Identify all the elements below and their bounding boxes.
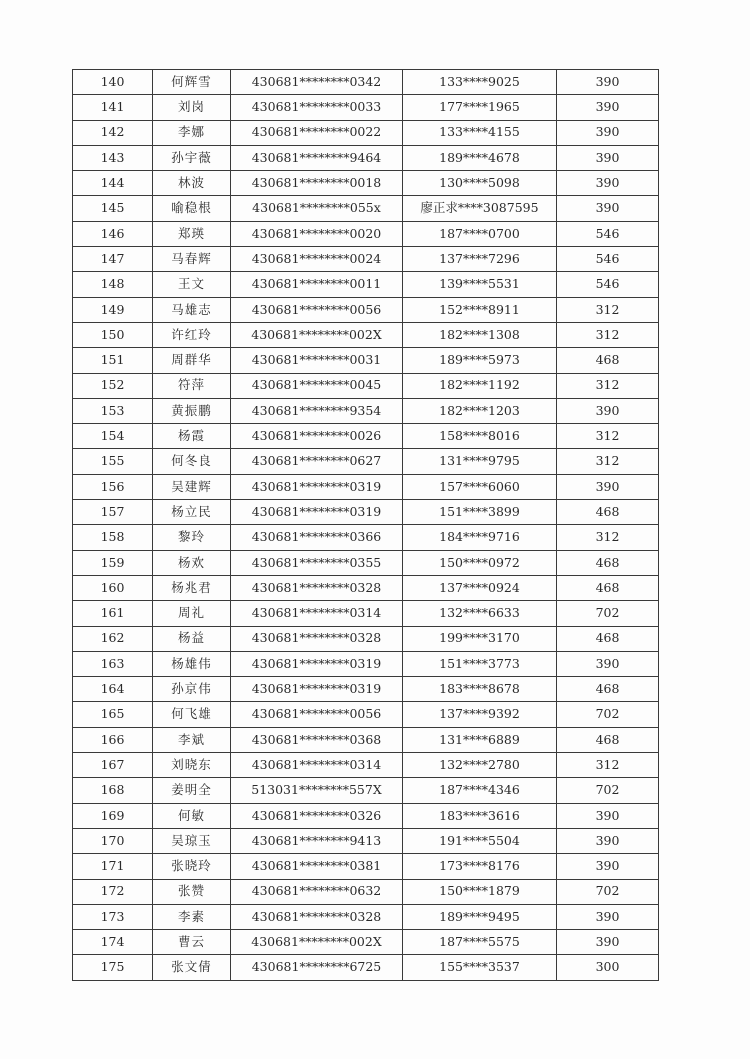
id-number-cell: 430681********0020 [231,221,403,246]
row-number-cell: 157 [73,500,153,525]
table-row [73,626,659,651]
id-number-cell: 430681********0381 [231,854,403,879]
amount-cell: 468 [557,727,659,752]
name-cell: 刘岗 [153,95,231,120]
row-number-cell: 159 [73,550,153,575]
id-number-cell: 430681********0632 [231,879,403,904]
name-cell: 马春辉 [153,247,231,272]
phone-cell: 182****1203 [403,398,557,423]
id-number-cell: 430681********0018 [231,171,403,196]
amount-cell: 312 [557,322,659,347]
table-row [73,677,659,702]
id-number-cell: 430681********9464 [231,145,403,170]
row-number-cell: 144 [73,171,153,196]
phone-cell: 183****3616 [403,803,557,828]
name-cell: 李斌 [153,727,231,752]
id-number-cell: 430681********0328 [231,575,403,600]
id-number-cell: 430681********0342 [231,70,403,95]
row-number-cell: 168 [73,778,153,803]
phone-cell: 132****2780 [403,753,557,778]
id-number-cell: 430681********0319 [231,500,403,525]
row-number-cell: 171 [73,854,153,879]
row-number-cell: 148 [73,272,153,297]
table-row [73,727,659,752]
phone-cell: 182****1308 [403,322,557,347]
amount-cell: 468 [557,677,659,702]
table-row [73,474,659,499]
name-cell: 何辉雪 [153,70,231,95]
name-cell: 喻稳根 [153,196,231,221]
table-row [73,398,659,423]
row-number-cell: 156 [73,474,153,499]
table-row [73,120,659,145]
row-number-cell: 173 [73,904,153,929]
id-number-cell: 430681********0056 [231,702,403,727]
row-number-cell: 155 [73,449,153,474]
amount-cell: 468 [557,550,659,575]
row-number-cell: 163 [73,651,153,676]
table-row [73,70,659,95]
id-number-cell: 430681********9354 [231,398,403,423]
phone-cell: 177****1965 [403,95,557,120]
name-cell: 李娜 [153,120,231,145]
phone-cell: 132****6633 [403,601,557,626]
row-number-cell: 166 [73,727,153,752]
table-row [73,601,659,626]
phone-cell: 130****5098 [403,171,557,196]
phone-cell: 187****5575 [403,930,557,955]
table-row [73,424,659,449]
row-number-cell: 160 [73,575,153,600]
id-number-cell: 430681********0368 [231,727,403,752]
amount-cell: 390 [557,803,659,828]
row-number-cell: 170 [73,828,153,853]
amount-cell: 702 [557,601,659,626]
phone-cell: 173****8176 [403,854,557,879]
table-row [73,753,659,778]
amount-cell: 312 [557,424,659,449]
table-row [73,297,659,322]
name-cell: 许红玲 [153,322,231,347]
phone-cell: 152****8911 [403,297,557,322]
table-row [73,348,659,373]
table-row [73,550,659,575]
phone-cell: 137****0924 [403,575,557,600]
table-row [73,525,659,550]
row-number-cell: 167 [73,753,153,778]
table-row [73,449,659,474]
name-cell: 何飞雄 [153,702,231,727]
amount-cell: 546 [557,247,659,272]
id-number-cell: 430681********0031 [231,348,403,373]
amount-cell: 702 [557,702,659,727]
amount-cell: 312 [557,373,659,398]
name-cell: 杨立民 [153,500,231,525]
name-cell: 杨益 [153,626,231,651]
amount-cell: 390 [557,651,659,676]
amount-cell: 390 [557,854,659,879]
row-number-cell: 174 [73,930,153,955]
table-row [73,904,659,929]
amount-cell: 390 [557,120,659,145]
phone-cell: 184****9716 [403,525,557,550]
name-cell: 何冬良 [153,449,231,474]
row-number-cell: 169 [73,803,153,828]
table-row [73,955,659,980]
id-number-cell: 430681********0024 [231,247,403,272]
row-number-cell: 175 [73,955,153,980]
name-cell: 马雄志 [153,297,231,322]
name-cell: 黎玲 [153,525,231,550]
name-cell: 林波 [153,171,231,196]
row-number-cell: 150 [73,322,153,347]
amount-cell: 390 [557,828,659,853]
phone-cell: 157****6060 [403,474,557,499]
table-row [73,854,659,879]
id-number-cell: 430681********0022 [231,120,403,145]
name-cell: 周礼 [153,601,231,626]
id-number-cell: 430681********0319 [231,677,403,702]
id-number-cell: 430681********0314 [231,753,403,778]
name-cell: 王文 [153,272,231,297]
row-number-cell: 141 [73,95,153,120]
name-cell: 黄振鹏 [153,398,231,423]
amount-cell: 312 [557,297,659,322]
amount-cell: 390 [557,70,659,95]
name-cell: 张赞 [153,879,231,904]
amount-cell: 312 [557,753,659,778]
phone-cell: 137****7296 [403,247,557,272]
name-cell: 杨霞 [153,424,231,449]
id-number-cell: 430681********002X [231,322,403,347]
id-number-cell: 430681********0045 [231,373,403,398]
name-cell: 周群华 [153,348,231,373]
id-number-cell: 430681********0355 [231,550,403,575]
row-number-cell: 172 [73,879,153,904]
amount-cell: 468 [557,500,659,525]
id-number-cell: 430681********0033 [231,95,403,120]
phone-cell: 189****4678 [403,145,557,170]
amount-cell: 390 [557,171,659,196]
phone-cell: 189****5973 [403,348,557,373]
amount-cell: 390 [557,930,659,955]
id-number-cell: 430681********0366 [231,525,403,550]
phone-cell: 158****8016 [403,424,557,449]
row-number-cell: 149 [73,297,153,322]
row-number-cell: 154 [73,424,153,449]
amount-cell: 300 [557,955,659,980]
id-number-cell: 430681********0627 [231,449,403,474]
amount-cell: 546 [557,272,659,297]
phone-cell: 151****3773 [403,651,557,676]
phone-cell: 133****9025 [403,70,557,95]
table-row [73,803,659,828]
id-number-cell: 430681********002X [231,930,403,955]
roster-table [72,69,659,981]
amount-cell: 390 [557,196,659,221]
table-row [73,500,659,525]
phone-cell: 191****5504 [403,828,557,853]
table-row [73,247,659,272]
id-number-cell: 430681********0026 [231,424,403,449]
row-number-cell: 145 [73,196,153,221]
table-row [73,879,659,904]
id-number-cell: 430681********055x [231,196,403,221]
id-number-cell: 430681********6725 [231,955,403,980]
amount-cell: 468 [557,626,659,651]
name-cell: 何敏 [153,803,231,828]
name-cell: 张文倩 [153,955,231,980]
amount-cell: 468 [557,575,659,600]
row-number-cell: 147 [73,247,153,272]
id-number-cell: 430681********0319 [231,474,403,499]
table-row [73,322,659,347]
amount-cell: 312 [557,449,659,474]
name-cell: 张晓玲 [153,854,231,879]
name-cell: 吴琼玉 [153,828,231,853]
table-row [73,272,659,297]
phone-cell: 137****9392 [403,702,557,727]
name-cell: 姜明全 [153,778,231,803]
table-row [73,221,659,246]
table-row [73,145,659,170]
table-row [73,373,659,398]
phone-cell: 131****9795 [403,449,557,474]
id-number-cell: 430681********9413 [231,828,403,853]
name-cell: 孙宇薇 [153,145,231,170]
name-cell: 郑瑛 [153,221,231,246]
table-row [73,828,659,853]
amount-cell: 702 [557,778,659,803]
table-row [73,575,659,600]
phone-cell: 182****1192 [403,373,557,398]
row-number-cell: 161 [73,601,153,626]
row-number-cell: 152 [73,373,153,398]
row-number-cell: 158 [73,525,153,550]
row-number-cell: 151 [73,348,153,373]
phone-cell: 187****0700 [403,221,557,246]
name-cell: 杨欢 [153,550,231,575]
table-row [73,651,659,676]
row-number-cell: 165 [73,702,153,727]
table-row [73,95,659,120]
name-cell: 杨兆君 [153,575,231,600]
amount-cell: 702 [557,879,659,904]
id-number-cell: 430681********0056 [231,297,403,322]
phone-cell: 131****6889 [403,727,557,752]
phone-cell: 150****0972 [403,550,557,575]
table-row [73,702,659,727]
id-number-cell: 430681********0314 [231,601,403,626]
phone-cell: 151****3899 [403,500,557,525]
table-row [73,171,659,196]
phone-cell: 183****8678 [403,677,557,702]
id-number-cell: 430681********0011 [231,272,403,297]
table-row [73,930,659,955]
phone-cell: 廖正求****3087595 [403,196,557,221]
row-number-cell: 164 [73,677,153,702]
row-number-cell: 143 [73,145,153,170]
amount-cell: 390 [557,474,659,499]
id-number-cell: 430681********0326 [231,803,403,828]
row-number-cell: 142 [73,120,153,145]
phone-cell: 139****5531 [403,272,557,297]
amount-cell: 312 [557,525,659,550]
name-cell: 杨雄伟 [153,651,231,676]
phone-cell: 187****4346 [403,778,557,803]
table-row [73,196,659,221]
amount-cell: 468 [557,348,659,373]
amount-cell: 390 [557,145,659,170]
amount-cell: 390 [557,904,659,929]
id-number-cell: 513031********557X [231,778,403,803]
phone-cell: 150****1879 [403,879,557,904]
id-number-cell: 430681********0319 [231,651,403,676]
row-number-cell: 153 [73,398,153,423]
phone-cell: 155****3537 [403,955,557,980]
name-cell: 符萍 [153,373,231,398]
name-cell: 孙京伟 [153,677,231,702]
name-cell: 曹云 [153,930,231,955]
roster-table-body [73,70,659,981]
amount-cell: 390 [557,95,659,120]
row-number-cell: 146 [73,221,153,246]
id-number-cell: 430681********0328 [231,626,403,651]
table-row [73,778,659,803]
amount-cell: 390 [557,398,659,423]
row-number-cell: 140 [73,70,153,95]
name-cell: 吴建辉 [153,474,231,499]
phone-cell: 133****4155 [403,120,557,145]
phone-cell: 199****3170 [403,626,557,651]
phone-cell: 189****9495 [403,904,557,929]
id-number-cell: 430681********0328 [231,904,403,929]
name-cell: 刘晓东 [153,753,231,778]
row-number-cell: 162 [73,626,153,651]
name-cell: 李素 [153,904,231,929]
amount-cell: 546 [557,221,659,246]
